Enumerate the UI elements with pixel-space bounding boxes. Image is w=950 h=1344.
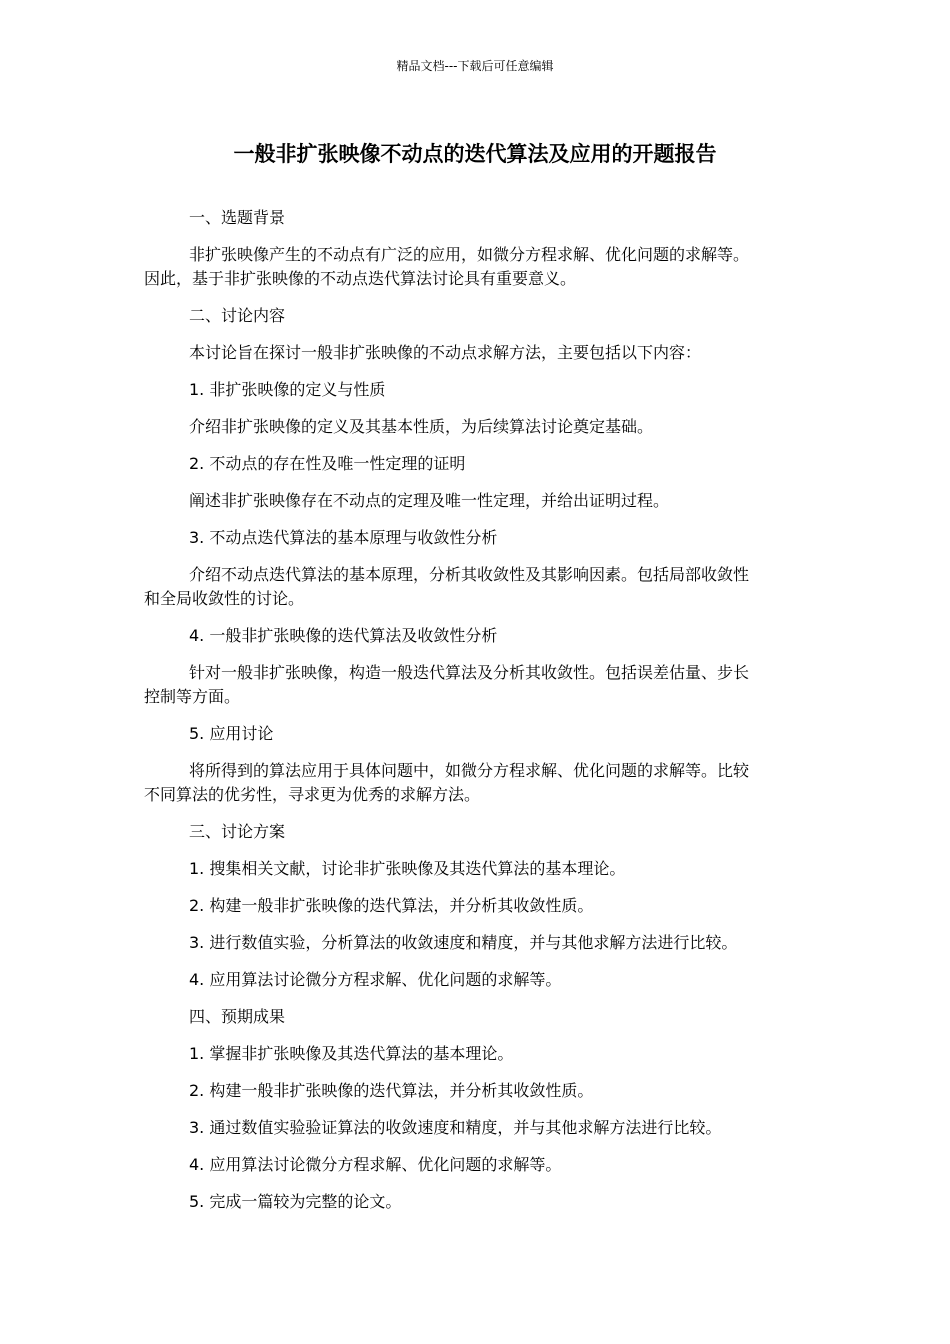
paragraph: [144, 526, 806, 550]
paragraph-line: 因此，基于非扩张映像的不动点迭代算法讨论具有重要意义。: [144, 269, 577, 288]
paragraph-line: 4. 应用算法讨论微分方程求解、优化问题的求解等。: [189, 970, 562, 989]
paragraph: [144, 1116, 806, 1140]
paragraph-line: 本讨论旨在探讨一般非扩张映像的不动点求解方法，主要包括以下内容：: [189, 343, 702, 362]
paragraph-line: 4. 应用算法讨论微分方程求解、优化问题的求解等。: [189, 1155, 562, 1174]
paragraph-line: 5. 应用讨论: [189, 724, 274, 743]
paragraph: [144, 206, 806, 230]
paragraph: [144, 243, 806, 291]
paragraph: [144, 894, 806, 918]
paragraph-line: 2. 不动点的存在性及唯一性定理的证明: [189, 454, 466, 473]
paragraph: [144, 415, 806, 439]
paragraph: [144, 563, 806, 611]
paragraph: [144, 624, 806, 648]
paragraph-line: 四、预期成果: [189, 1007, 286, 1026]
paragraph-line: 不同算法的优劣性，寻求更为优秀的求解方法。: [144, 785, 481, 804]
paragraph: [144, 304, 806, 328]
paragraph-line: 3. 进行数值实验，分析算法的收敛速度和精度，并与其他求解方法进行比较。: [189, 933, 738, 952]
paragraph: [144, 378, 806, 402]
paragraph-line: 3. 不动点迭代算法的基本原理与收敛性分析: [189, 528, 498, 547]
paragraph: [144, 489, 806, 513]
document-body: [144, 206, 806, 1227]
paragraph-line: 5. 完成一篇较为完整的论文。: [189, 1192, 402, 1211]
paragraph-line: 1. 搜集相关文献，讨论非扩张映像及其迭代算法的基本理论。: [189, 859, 626, 878]
page-header: 精品文档---下载后可任意编辑: [396, 59, 554, 73]
paragraph: [144, 341, 806, 365]
paragraph-line: 4. 一般非扩张映像的迭代算法及收敛性分析: [189, 626, 498, 645]
paragraph: [144, 759, 806, 807]
paragraph-line: 阐述非扩张映像存在不动点的定理及唯一性定理，并给出证明过程。: [189, 491, 670, 510]
paragraph: [144, 661, 806, 709]
paragraph-line: 将所得到的算法应用于具体问题中，如微分方程求解、优化问题的求解等。比较: [189, 761, 750, 780]
paragraph-line: 三、讨论方案: [189, 822, 286, 841]
paragraph-line: 针对一般非扩张映像，构造一般迭代算法及分析其收敛性。包括误差估量、步长: [189, 663, 750, 682]
paragraph: [144, 931, 806, 955]
paragraph: [144, 1079, 806, 1103]
paragraph-line: 二、讨论内容: [189, 306, 286, 325]
paragraph-line: 介绍非扩张映像的定义及其基本性质，为后续算法讨论奠定基础。: [189, 417, 654, 436]
paragraph: [144, 1190, 806, 1214]
document-title: 一般非扩张映像不动点的迭代算法及应用的开题报告: [233, 142, 717, 166]
paragraph: [144, 857, 806, 881]
paragraph: [144, 452, 806, 476]
paragraph: [144, 968, 806, 992]
paragraph: [144, 820, 806, 844]
paragraph: [144, 1005, 806, 1029]
paragraph-line: 2. 构建一般非扩张映像的迭代算法，并分析其收敛性质。: [189, 896, 594, 915]
paragraph-line: 控制等方面。: [144, 687, 241, 706]
paragraph-line: 1. 掌握非扩张映像及其迭代算法的基本理论。: [189, 1044, 514, 1063]
paragraph-line: 非扩张映像产生的不动点有广泛的应用，如微分方程求解、优化问题的求解等。: [189, 245, 750, 264]
paragraph-line: 一、选题背景: [189, 208, 286, 227]
paragraph-line: 2. 构建一般非扩张映像的迭代算法，并分析其收敛性质。: [189, 1081, 594, 1100]
paragraph-line: 介绍不动点迭代算法的基本原理，分析其收敛性及其影响因素。包括局部收敛性: [189, 565, 750, 584]
paragraph: [144, 722, 806, 746]
paragraph: [144, 1153, 806, 1177]
paragraph: [144, 1042, 806, 1066]
paragraph-line: 和全局收敛性的讨论。: [144, 589, 305, 608]
paragraph-line: 3. 通过数值实验验证算法的收敛速度和精度，并与其他求解方法进行比较。: [189, 1118, 722, 1137]
paragraph-line: 1. 非扩张映像的定义与性质: [189, 380, 386, 399]
